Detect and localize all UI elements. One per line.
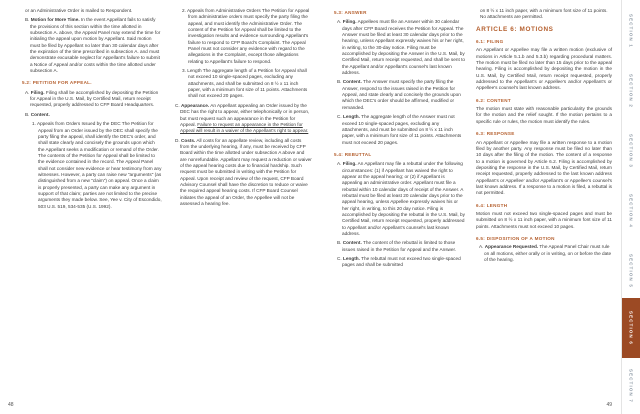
- list-item: 2. Appeals from Administrative Orders The Petition for Appeal from administrative orders must specify the party filing the appeal, and must identify the Administrative Order. The content of the Petition for Appeal shall be limited to the investigation results and evidence surrounding Appellant's failure to respond to CFP Board's Complaint. The Appeal Panel must not consider any evidence with regard to the allegations in the Complaint, except those allegations relating to Appellant's failure to respond.: [182, 8, 310, 64]
- section-heading-6-4: 6.4: LENGTH: [476, 202, 508, 208]
- appearance-requested: A. Appearance Requested. The Appeal Panel Chair must rule on all motions, either orally or in writing, on or before the date of the hearing.: [479, 244, 612, 262]
- paragraph: or an Administrative Order is mailed to Respondent.: [25, 8, 133, 13]
- page-number: 49: [606, 402, 612, 408]
- section-heading-5-4: 5.4: REBUTTAL: [334, 151, 372, 157]
- appearance-paragraph: C. Appearance. An Appellant appealing an Order issued by the DEC has the right to appear, either telephonically or in person, but must request such an appearance in the Petition for Appeal. Failure to request an appearance in the Petition for Appeal will result in a waiver of the Appellant's right to appear.: [175, 102, 310, 134]
- tab-section-4[interactable]: SECTION 4: [628, 194, 634, 228]
- section-heading-6-3: 6.3: RESPONSE: [476, 131, 515, 137]
- section-heading-6-1: 6.1: FILING: [476, 39, 504, 45]
- left-col-2: [172, 8, 312, 210]
- tab-section-5[interactable]: SECTION 5: [628, 254, 634, 288]
- list-item: 3. Length The aggregate length of a Petition for Appeal shall not exceed 10 single-spaced pages, excluding any attachments, and shall be submitted on 8 ½ x 11 inch paper, with a minimum font size of 11 points. Attachments shall not exceed 20 pages.: [182, 68, 308, 99]
- section-tabs: [622, 0, 640, 414]
- section-heading-5-2: 5.2: PETITION FOR APPEAL.: [22, 80, 92, 86]
- section-heading-5-3: 5.3: ANSWER: [334, 10, 367, 15]
- article-title: ARTICLE 6: MOTIONS: [476, 25, 554, 33]
- rebuttal-content: B. Content. The content of the rebuttal is limited to those issues raised in the Petition for Appeal and the Answer.: [337, 240, 457, 252]
- right-col-2: [476, 8, 612, 266]
- tab-section-6[interactable]: SECTION 6: [622, 298, 640, 358]
- paragraph: The motion must state with reasonable particularity the grounds for the motion and the relief sought. If the motion pertains to a specific rule or rules, the motion must identify the rules.: [476, 106, 612, 124]
- list-item: 1. Appeals from Orders Issued by the DEC The Petition for Appeal from an Order issued by the DEC shall specify the party filing the appeal, shall identify the DEC's order, and shall state clearly and concisely the grounds upon which the Appellant seeks a modification or remand of the Order. The contents of the Petition for Appeal shall be limited to the evidence contained in the record. The Appeal Panel shall not consider new evidence or hear testimony from any witnesses. However, a party can raise new "arguments" (as distinguished from a new "claim") on appeal. Once a claim is properly presented, a party can make any argument in support of that claim; parties are not limited to the precise arguments they made below. See, Yee v. City of Escondido, 503 U.S. 519, 534-535 (U.S. 1992).: [32, 121, 162, 209]
- rebuttal-filing: A. Filing. An Appellant may file a rebuttal under the following circumstances: (1) if Appellant has waived the right to appear at the appeal hearing; or (2) if Appellant is appealing an administrative order. Appellant must file a rebuttal within 10 calendar days of receipt of the Answer. A rebuttal must be filed at least 20 calendar days prior to the appeal hearing, unless Appellee expressly waives his or her right, in writing, to this 20 day notice. Filing is accomplished by depositing the rebuttal in the U.S. Mail, by Certified Mail, return receipt requested, properly addressed to Appellant and/or Appellant's counsel's last known address.: [337, 161, 465, 236]
- tab-section-2[interactable]: SECTION 2: [628, 74, 634, 108]
- answer-length: C. Length. The aggregate length of the Answer must not exceed 10 single-spaced pages, excluding any attachments, and must be submitted on 8 ½ x 11 inch paper, with a minimum font size of 11 points. Attachments must not exceed 20 pages.: [337, 114, 462, 145]
- motion-more-time: B. Motion for More Time. In the event Appellant fails to satisfy the provisions of this section within the time allotted in subsection A. above, the Appeal Panel may extend the time for initialing the appeal upon motion by Appellant. Said motion must be filed by Appellant no later than 30 calendar days after the expiration of the time prescribed in subsection A. and must demonstrate excusable neglect for Appellant's failure to submit a Notice of Appeal and/or costs within the time allotted under subsection A.: [25, 17, 161, 74]
- left-col-1: [22, 8, 162, 213]
- answer-filing: A. Filing. Appellees must file an Answer within 30 calendar days after CFP Board receives the Petition for Appeal. The Answer must be filed at least 30 calendar days prior to the hearing, unless Appellant expressly waives his or her right, in writing, to the 30-day notice. Filing must be accomplished by depositing the Answer in the U.S. Mail, by Certified Mail, return receipt requested, and shall be sent to the Appellant and/or Appellant's counsel's last known address.: [337, 19, 465, 76]
- paragraph: An Appellant or Appellee may file a written motion (exclusive of motions in Article 5.1.b and 5.3.b) regarding procedural matters. The motion must be filed no later than 15 days prior to the appeal hearing. Filing is accomplished by depositing the motion in the U.S. Mail, by Certified Mail, return receipt requested, properly addressed to the Appellant's or Appellee's and/or Appellant's or Appellee's counsel's last known address.: [476, 47, 612, 91]
- paragraph: Motion must not exceed two single-spaced pages and must be submitted on 8 ½ x 11 inch paper, with a minimum font size of 11 points. Attachments must not exceed 10 pages.: [476, 210, 612, 229]
- right-col-1: [334, 8, 466, 272]
- filing-paragraph: A. Filing. Filing shall be accomplished by depositing the Petition for Appeal in the U.S. Mail, by Certified Mail, return receipt requested, properly addressed to CFP Board Headquarters.: [25, 89, 159, 108]
- page-number: 48: [8, 402, 14, 408]
- right-page: [320, 0, 640, 414]
- rebuttal-length: C. Length. The rebuttal must not exceed two single-spaced pages and shall be submitted: [337, 256, 461, 268]
- tab-section-1[interactable]: SECTION 1: [628, 14, 634, 48]
- section-heading-6-2: 6.2: CONTENT: [476, 97, 511, 103]
- continued-text: on 8 ½ x 11 inch paper, with a minimum font size of 11 points. No attachments are permitted.: [480, 8, 608, 20]
- tab-section-3[interactable]: SECTION 3: [628, 134, 634, 168]
- tab-section-7[interactable]: SECTION 7: [628, 369, 634, 403]
- paragraph: An Appellant or Appellee may file a written response to a motion filed by another party. Any response must be filed no later than 10 days after the filing of the motion. The content of a response to a motion is governed by Article 6.2. Filing is accomplished by depositing the response in the U.S. Mail, by Certified Mail, return receipt requested, properly addressed to the last known address Appellant's or Appellee' and/or Appellant's or Appellee's counsel's last known address. If a response to a motion is filed, a rebuttal is not permitted.: [476, 139, 612, 196]
- content-heading: B. Content.: [25, 111, 50, 117]
- section-heading-6-5: 6.5: DISPOSITION OF A MOTION: [476, 235, 555, 241]
- answer-content: B. Content. The Answer must specify the party filing the Answer, respond to the issues raised in the Petition for Appeal, and state clearly and concisely the grounds upon which the DEC's order should be affirmed, modified or remanded.: [337, 79, 461, 110]
- costs-paragraph: D. Costs. All costs for an appellate review, including all costs from the underlying hearing, if any, must be received by CFP Board within the time allotted under subsection A above and are nonrefundable. Appellant may request a reduction or waiver of the appeal hearing costs due to financial hardship. Such request must be submitted in writing with the Petition for Appeal. Upon receipt and review of the request, CFP Board Advisory Counsel shall have the discretion to reduce or waive the required appeal hearing costs. If CFP Board Counsel initiates the appeal of an Order, the Appellee will not be assessed a hearing fee.: [175, 137, 312, 206]
